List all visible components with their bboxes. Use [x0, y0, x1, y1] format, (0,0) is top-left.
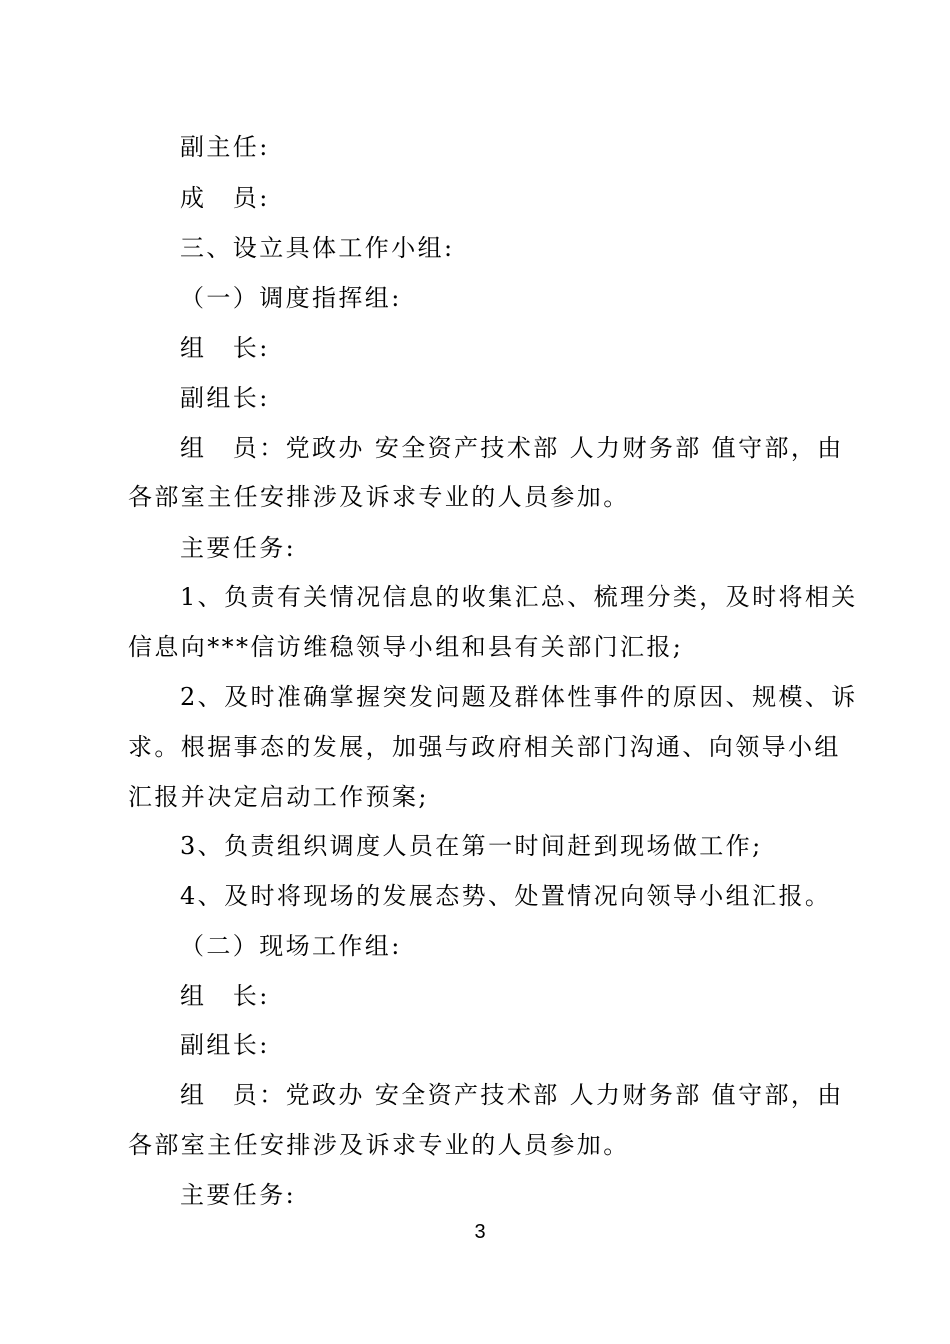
group-members-paragraph: 组 员：党政办 安全资产技术部 人力财务部 值守部，由 — [180, 434, 844, 462]
task-item-4: 4、及时将现场的发展态势、处置情况向领导小组汇报。 — [180, 882, 832, 910]
members-label: 成 员: — [180, 184, 270, 212]
deputy-group-leader-label: 副组长: — [180, 384, 270, 412]
task-item-3: 3、负责组织调度人员在第一时间赶到现场做工作; — [180, 832, 763, 860]
task-item-1-continued: 信息向***信访维稳领导小组和县有关部门汇报; — [128, 633, 684, 661]
section-heading-working-groups: 三、设立具体工作小组: — [180, 234, 455, 262]
group-members-paragraph-continued: 各部室主任安排涉及诉求专业的人员参加。 — [128, 483, 630, 511]
group-members-paragraph-2-continued: 各部室主任安排涉及诉求专业的人员参加。 — [128, 1131, 630, 1159]
subsection-heading-onsite-work: （二）现场工作组: — [180, 932, 402, 960]
group-leader-label-2: 组 长: — [180, 982, 270, 1010]
group-leader-label: 组 长: — [180, 334, 270, 362]
main-tasks-heading: 主要任务: — [180, 534, 297, 562]
task-item-2-continued-2: 汇报并决定启动工作预案; — [128, 783, 429, 811]
task-item-1: 1、负责有关情况信息的收集汇总、梳理分类，及时将相关 — [180, 583, 858, 611]
group-members-paragraph-2: 组 员：党政办 安全资产技术部 人力财务部 值守部，由 — [180, 1081, 844, 1109]
deputy-director-label: 副主任: — [180, 133, 270, 161]
deputy-group-leader-label-2: 副组长: — [180, 1031, 270, 1059]
task-item-2: 2、及时准确掌握突发问题及群体性事件的原因、规模、诉 — [180, 683, 858, 711]
subsection-heading-dispatch-command: （一）调度指挥组: — [180, 284, 402, 312]
main-tasks-heading-2: 主要任务: — [180, 1181, 297, 1209]
page-number: 3 — [474, 1221, 486, 1243]
task-item-2-continued: 求。根据事态的发展，加强与政府相关部门沟通、向领导小组 — [128, 733, 841, 761]
